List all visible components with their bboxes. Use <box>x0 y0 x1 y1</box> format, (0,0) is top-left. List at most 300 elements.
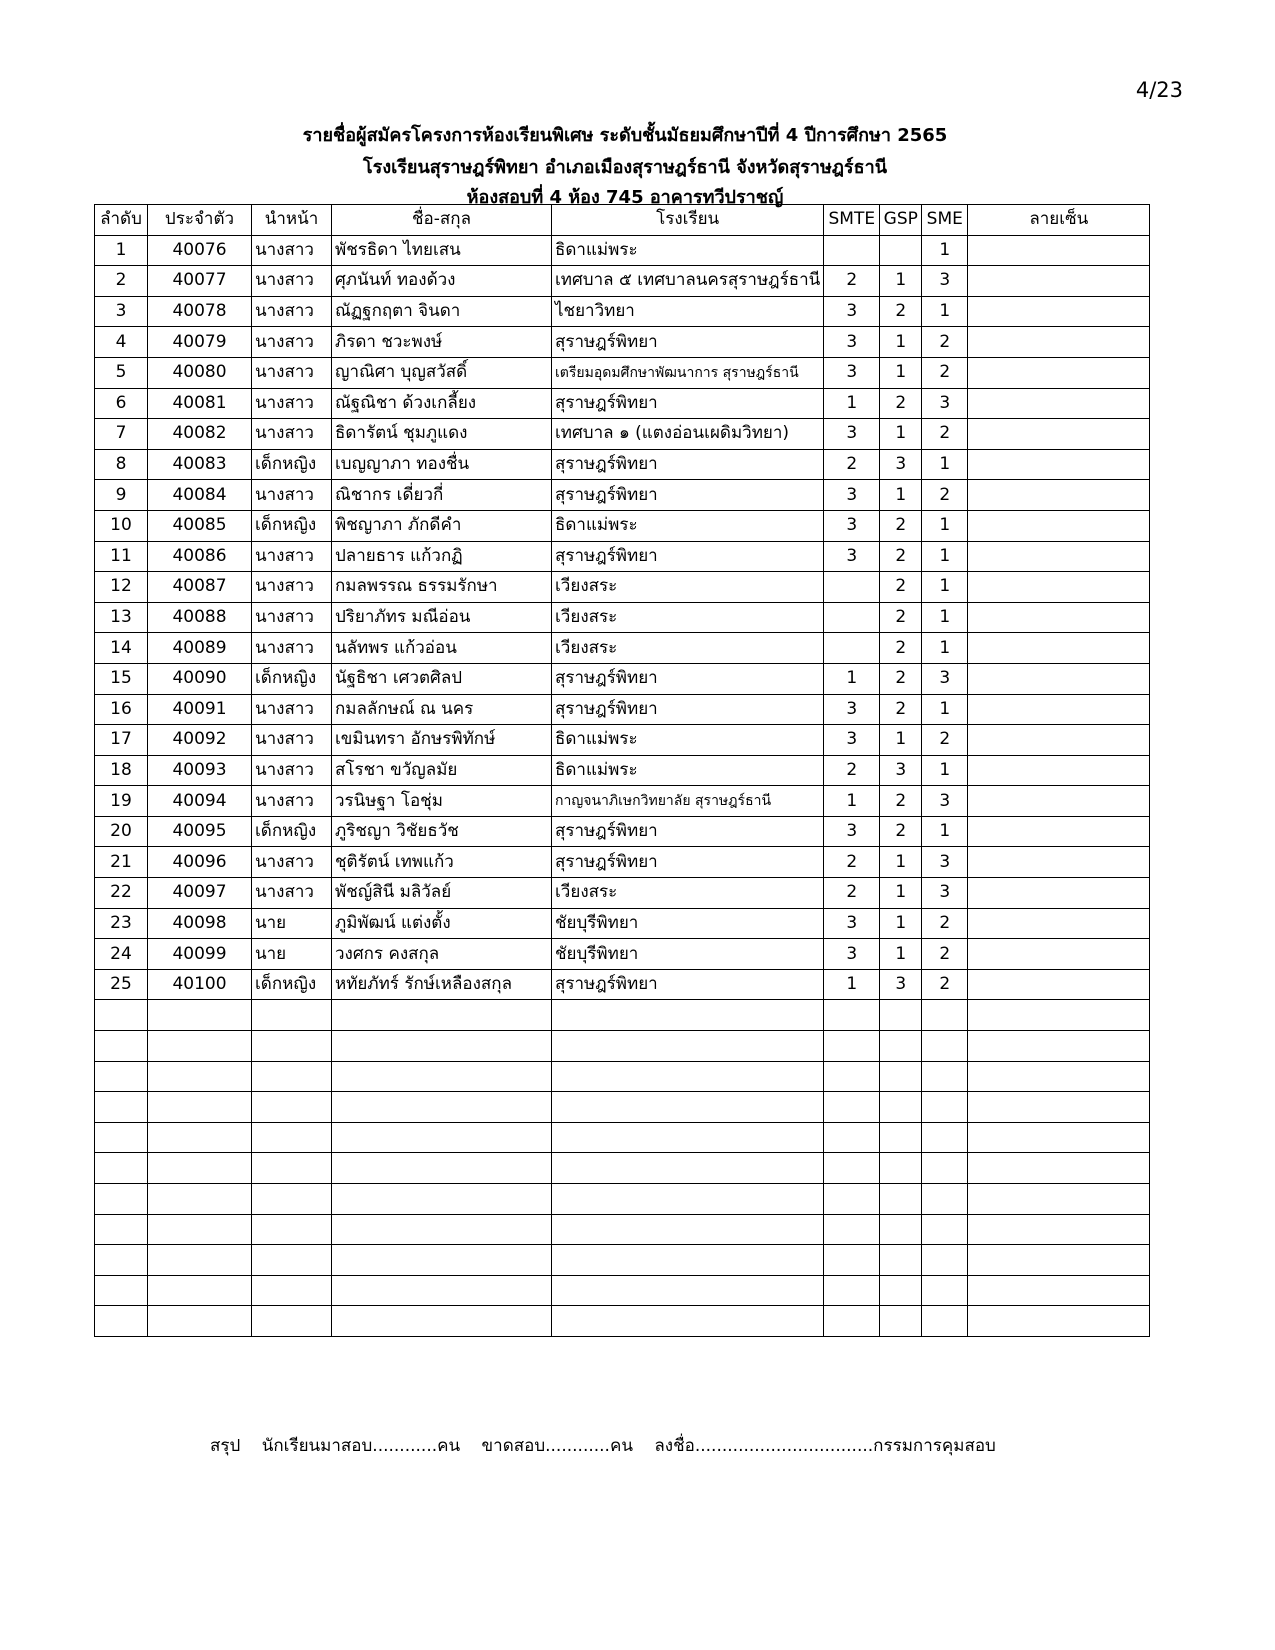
empty-cell <box>148 1153 252 1184</box>
empty-cell <box>148 1214 252 1245</box>
cell-signature <box>968 327 1150 358</box>
table-row <box>95 388 1150 419</box>
cell-prefix: นางสาว <box>252 327 332 358</box>
empty-cell <box>968 1153 1150 1184</box>
cell-seq: 2 <box>95 266 148 297</box>
cell-smte <box>824 602 880 633</box>
cell-sme: 1 <box>922 541 968 572</box>
cell-sme: 1 <box>922 816 968 847</box>
cell-sme: 3 <box>922 266 968 297</box>
cell-prefix: เด็กหญิง <box>252 449 332 480</box>
cell-id: 40088 <box>148 602 252 633</box>
cell-smte: 2 <box>824 847 880 878</box>
empty-cell <box>922 1153 968 1184</box>
header-prefix: นำหน้า <box>252 205 332 236</box>
cell-seq: 18 <box>95 755 148 786</box>
cell-sme: 3 <box>922 388 968 419</box>
cell-sme: 3 <box>922 878 968 909</box>
cell-prefix: นางสาว <box>252 357 332 388</box>
cell-gsp: 1 <box>880 327 922 358</box>
empty-cell <box>552 1153 824 1184</box>
header-gsp: GSP <box>880 205 922 236</box>
empty-cell <box>880 1214 922 1245</box>
cell-school: สุราษฎร์พิทยา <box>552 480 824 511</box>
empty-row <box>95 1153 1150 1184</box>
empty-row <box>95 1275 1150 1306</box>
cell-school: เทศบาล ๑ (แตงอ่อนเผดิมวิทยา) <box>552 419 824 450</box>
empty-cell <box>880 1000 922 1031</box>
cell-sme: 2 <box>922 969 968 1000</box>
empty-cell <box>332 1153 552 1184</box>
cell-gsp: 2 <box>880 786 922 817</box>
school-line: โรงเรียนสุราษฎร์พิทยา อำเภอเมืองสุราษฎร์ธานี จังหวัดสุราษฎร์ธานี <box>362 157 887 178</box>
cell-signature <box>968 878 1150 909</box>
cell-id: 40086 <box>148 541 252 572</box>
cell-seq: 12 <box>95 572 148 603</box>
cell-sme: 2 <box>922 357 968 388</box>
cell-smte: 3 <box>824 510 880 541</box>
cell-seq: 7 <box>95 419 148 450</box>
table-row <box>95 633 1150 664</box>
empty-cell <box>252 1061 332 1092</box>
cell-school: ชัยบุรีพิทยา <box>552 939 824 970</box>
cell-name: ธิดารัตน์ ชุมภูแดง <box>332 419 552 450</box>
cell-gsp: 2 <box>880 388 922 419</box>
table-row <box>95 541 1150 572</box>
cell-name: ภูมิพัฒน์ แต่งตั้ง <box>332 908 552 939</box>
cell-signature <box>968 725 1150 756</box>
cell-name: นัฐธิชา เศวตศิลป <box>332 663 552 694</box>
cell-sme: 1 <box>922 296 968 327</box>
cell-id: 40080 <box>148 357 252 388</box>
roster-table <box>94 204 1150 1337</box>
cell-seq: 24 <box>95 939 148 970</box>
header-name: ชื่อ-สกุล <box>332 205 552 236</box>
cell-signature <box>968 235 1150 266</box>
empty-cell <box>968 1122 1150 1153</box>
cell-name: สโรชา ขวัญลมัย <box>332 755 552 786</box>
cell-name: ณัฐณิชา ด้วงเกลี้ยง <box>332 388 552 419</box>
empty-cell <box>922 1306 968 1337</box>
empty-cell <box>148 1184 252 1215</box>
empty-cell <box>552 1031 824 1062</box>
cell-smte: 3 <box>824 327 880 358</box>
cell-seq: 13 <box>95 602 148 633</box>
cell-prefix: นางสาว <box>252 235 332 266</box>
exam-room-line: ห้องสอบที่ 4 ห้อง 745 อาคารทวีปราชญ์ <box>466 187 784 208</box>
empty-cell <box>880 1184 922 1215</box>
empty-cell <box>332 1000 552 1031</box>
cell-sme: 2 <box>922 480 968 511</box>
table-row <box>95 602 1150 633</box>
empty-cell <box>252 1275 332 1306</box>
empty-row <box>95 1031 1150 1062</box>
cell-id: 40090 <box>148 663 252 694</box>
empty-cell <box>922 1092 968 1123</box>
cell-school: สุราษฎร์พิทยา <box>552 663 824 694</box>
empty-cell <box>252 1092 332 1123</box>
empty-row <box>95 1122 1150 1153</box>
cell-school: เวียงสระ <box>552 602 824 633</box>
cell-signature <box>968 663 1150 694</box>
empty-row <box>95 1214 1150 1245</box>
cell-sme: 1 <box>922 633 968 664</box>
empty-cell <box>880 1306 922 1337</box>
cell-id: 40083 <box>148 449 252 480</box>
cell-seq: 11 <box>95 541 148 572</box>
empty-cell <box>552 1275 824 1306</box>
cell-school: สุราษฎร์พิทยา <box>552 449 824 480</box>
table-row <box>95 816 1150 847</box>
cell-seq: 15 <box>95 663 148 694</box>
cell-sme: 3 <box>922 663 968 694</box>
cell-id: 40100 <box>148 969 252 1000</box>
cell-gsp <box>880 235 922 266</box>
empty-cell <box>252 1306 332 1337</box>
cell-prefix: นาย <box>252 908 332 939</box>
empty-cell <box>95 1031 148 1062</box>
cell-signature <box>968 694 1150 725</box>
cell-gsp: 2 <box>880 510 922 541</box>
cell-prefix: นางสาว <box>252 419 332 450</box>
empty-row <box>95 1000 1150 1031</box>
header-id: ประจำตัว <box>148 205 252 236</box>
empty-cell <box>880 1153 922 1184</box>
table-row <box>95 449 1150 480</box>
cell-signature <box>968 449 1150 480</box>
cell-seq: 21 <box>95 847 148 878</box>
empty-cell <box>252 1245 332 1276</box>
cell-gsp: 1 <box>880 266 922 297</box>
cell-sme: 1 <box>922 694 968 725</box>
cell-seq: 22 <box>95 878 148 909</box>
cell-seq: 16 <box>95 694 148 725</box>
cell-name: เขมินทรา อักษรพิทักษ์ <box>332 725 552 756</box>
cell-seq: 17 <box>95 725 148 756</box>
empty-cell <box>95 1184 148 1215</box>
table-row <box>95 357 1150 388</box>
cell-name: ภิรดา ชวะพงษ์ <box>332 327 552 358</box>
empty-cell <box>824 1184 880 1215</box>
cell-school: สุราษฎร์พิทยา <box>552 541 824 572</box>
empty-cell <box>252 1000 332 1031</box>
empty-cell <box>880 1061 922 1092</box>
cell-id: 40077 <box>148 266 252 297</box>
empty-cell <box>552 1122 824 1153</box>
cell-id: 40099 <box>148 939 252 970</box>
cell-smte: 2 <box>824 755 880 786</box>
cell-name: กมลพรรณ ธรรมรักษา <box>332 572 552 603</box>
cell-prefix: นางสาว <box>252 725 332 756</box>
cell-gsp: 3 <box>880 969 922 1000</box>
cell-signature <box>968 755 1150 786</box>
cell-seq: 8 <box>95 449 148 480</box>
cell-smte: 1 <box>824 663 880 694</box>
cell-seq: 20 <box>95 816 148 847</box>
cell-school: เวียงสระ <box>552 878 824 909</box>
cell-sme: 3 <box>922 786 968 817</box>
empty-cell <box>148 1092 252 1123</box>
cell-seq: 23 <box>95 908 148 939</box>
empty-cell <box>252 1122 332 1153</box>
cell-id: 40085 <box>148 510 252 541</box>
empty-row <box>95 1092 1150 1123</box>
empty-cell <box>824 1275 880 1306</box>
cell-school: กาญจนาภิเษกวิทยาลัย สุราษฎร์ธานี <box>552 786 824 817</box>
table-row <box>95 878 1150 909</box>
summary-label: สรุป <box>210 1436 241 1456</box>
cell-seq: 19 <box>95 786 148 817</box>
table-row <box>95 327 1150 358</box>
cell-smte <box>824 572 880 603</box>
header-row <box>95 205 1150 236</box>
cell-gsp: 2 <box>880 296 922 327</box>
cell-school: สุราษฎร์พิทยา <box>552 694 824 725</box>
cell-seq: 14 <box>95 633 148 664</box>
empty-cell <box>824 1122 880 1153</box>
empty-cell <box>252 1153 332 1184</box>
table-row <box>95 908 1150 939</box>
empty-cell <box>95 1245 148 1276</box>
empty-cell <box>332 1214 552 1245</box>
document-title: รายชื่อผู้สมัครโครงการห้องเรียนพิเศษ ระดับชั้นมัธยมศึกษาปีที่ 4 ปีการศึกษา 2565 <box>302 125 948 146</box>
empty-cell <box>968 1214 1150 1245</box>
cell-school: ไชยาวิทยา <box>552 296 824 327</box>
cell-prefix: นาย <box>252 939 332 970</box>
cell-name: กมลลักษณ์ ณ นคร <box>332 694 552 725</box>
cell-signature <box>968 541 1150 572</box>
cell-signature <box>968 419 1150 450</box>
empty-cell <box>148 1306 252 1337</box>
empty-cell <box>148 1122 252 1153</box>
cell-signature <box>968 602 1150 633</box>
cell-school: สุราษฎร์พิทยา <box>552 847 824 878</box>
cell-school: เตรียมอุดมศึกษาพัฒนาการ สุราษฎร์ธานี <box>552 357 824 388</box>
empty-cell <box>968 1031 1150 1062</box>
cell-id: 40087 <box>148 572 252 603</box>
cell-school: สุราษฎร์พิทยา <box>552 816 824 847</box>
summary-line <box>210 1432 1010 1459</box>
empty-cell <box>968 1061 1150 1092</box>
cell-signature <box>968 510 1150 541</box>
cell-smte <box>824 235 880 266</box>
cell-school: เวียงสระ <box>552 633 824 664</box>
empty-cell <box>552 1061 824 1092</box>
cell-seq: 6 <box>95 388 148 419</box>
cell-id: 40096 <box>148 847 252 878</box>
cell-id: 40093 <box>148 755 252 786</box>
empty-cell <box>824 1031 880 1062</box>
empty-cell <box>95 1122 148 1153</box>
empty-cell <box>95 1092 148 1123</box>
empty-cell <box>332 1275 552 1306</box>
table-row <box>95 663 1150 694</box>
empty-cell <box>968 1092 1150 1123</box>
cell-sme: 1 <box>922 755 968 786</box>
cell-gsp: 1 <box>880 480 922 511</box>
cell-name: ญาณิศา บุญสวัสดิ์ <box>332 357 552 388</box>
empty-cell <box>824 1306 880 1337</box>
cell-prefix: นางสาว <box>252 602 332 633</box>
cell-signature <box>968 480 1150 511</box>
cell-signature <box>968 786 1150 817</box>
empty-cell <box>922 1000 968 1031</box>
cell-id: 40091 <box>148 694 252 725</box>
header-seq: ลำดับ <box>95 205 148 236</box>
table-row <box>95 969 1150 1000</box>
empty-cell <box>332 1184 552 1215</box>
cell-school: ธิดาแม่พระ <box>552 235 824 266</box>
cell-sme: 1 <box>922 602 968 633</box>
cell-signature <box>968 266 1150 297</box>
cell-name: วงศกร คงสกุล <box>332 939 552 970</box>
cell-prefix: เด็กหญิง <box>252 663 332 694</box>
cell-prefix: นางสาว <box>252 266 332 297</box>
cell-prefix: นางสาว <box>252 296 332 327</box>
cell-name: พิชญาภา ภักดีคำ <box>332 510 552 541</box>
empty-row <box>95 1061 1150 1092</box>
empty-cell <box>968 1000 1150 1031</box>
header-school: โรงเรียน <box>552 205 824 236</box>
cell-sme: 2 <box>922 725 968 756</box>
cell-seq: 3 <box>95 296 148 327</box>
cell-school: ชัยบุรีพิทยา <box>552 908 824 939</box>
cell-school: สุราษฎร์พิทยา <box>552 327 824 358</box>
cell-name: ปลายธาร แก้วกฏิ <box>332 541 552 572</box>
empty-cell <box>824 1245 880 1276</box>
cell-smte: 2 <box>824 878 880 909</box>
empty-cell <box>95 1061 148 1092</box>
table-row <box>95 694 1150 725</box>
cell-smte: 3 <box>824 357 880 388</box>
table-row <box>95 296 1150 327</box>
cell-prefix: นางสาว <box>252 480 332 511</box>
cell-sme: 2 <box>922 419 968 450</box>
empty-cell <box>922 1214 968 1245</box>
table-row <box>95 847 1150 878</box>
table-row <box>95 510 1150 541</box>
empty-cell <box>332 1092 552 1123</box>
cell-signature <box>968 388 1150 419</box>
cell-id: 40097 <box>148 878 252 909</box>
empty-cell <box>252 1214 332 1245</box>
empty-cell <box>880 1275 922 1306</box>
empty-cell <box>252 1184 332 1215</box>
cell-smte: 1 <box>824 786 880 817</box>
cell-gsp: 1 <box>880 939 922 970</box>
cell-sme: 1 <box>922 510 968 541</box>
cell-prefix: เด็กหญิง <box>252 510 332 541</box>
empty-cell <box>880 1031 922 1062</box>
empty-cell <box>922 1122 968 1153</box>
cell-gsp: 1 <box>880 725 922 756</box>
empty-cell <box>824 1092 880 1123</box>
cell-prefix: นางสาว <box>252 633 332 664</box>
cell-smte: 2 <box>824 449 880 480</box>
cell-seq: 1 <box>95 235 148 266</box>
cell-sme: 2 <box>922 939 968 970</box>
summary-present: นักเรียนมาสอบ............คน <box>261 1436 461 1456</box>
cell-name: นลัทพร แก้วอ่อน <box>332 633 552 664</box>
empty-cell <box>552 1306 824 1337</box>
cell-id: 40082 <box>148 419 252 450</box>
empty-cell <box>922 1275 968 1306</box>
cell-gsp: 1 <box>880 847 922 878</box>
cell-school: สุราษฎร์พิทยา <box>552 388 824 419</box>
cell-school: ธิดาแม่พระ <box>552 755 824 786</box>
empty-cell <box>922 1061 968 1092</box>
summary-signature: ลงชื่อ.................................กรรมการคุมสอบ <box>654 1436 996 1456</box>
empty-cell <box>824 1214 880 1245</box>
cell-smte: 3 <box>824 480 880 511</box>
table-row <box>95 725 1150 756</box>
cell-gsp: 2 <box>880 572 922 603</box>
cell-name: หทัยภัทร์ รักษ์เหลืองสกุล <box>332 969 552 1000</box>
empty-cell <box>552 1245 824 1276</box>
cell-prefix: นางสาว <box>252 786 332 817</box>
empty-cell <box>332 1306 552 1337</box>
table-row <box>95 939 1150 970</box>
cell-smte: 3 <box>824 419 880 450</box>
empty-cell <box>332 1031 552 1062</box>
cell-smte: 2 <box>824 266 880 297</box>
empty-cell <box>968 1306 1150 1337</box>
table-row <box>95 266 1150 297</box>
empty-cell <box>552 1214 824 1245</box>
empty-cell <box>252 1031 332 1062</box>
cell-seq: 9 <box>95 480 148 511</box>
cell-prefix: นางสาว <box>252 541 332 572</box>
cell-sme: 2 <box>922 908 968 939</box>
cell-gsp: 2 <box>880 663 922 694</box>
empty-cell <box>824 1153 880 1184</box>
cell-signature <box>968 847 1150 878</box>
empty-row <box>95 1306 1150 1337</box>
empty-cell <box>95 1214 148 1245</box>
cell-gsp: 1 <box>880 908 922 939</box>
cell-gsp: 3 <box>880 449 922 480</box>
empty-cell <box>922 1031 968 1062</box>
cell-gsp: 1 <box>880 419 922 450</box>
empty-cell <box>824 1000 880 1031</box>
roster-body <box>95 235 1150 1336</box>
empty-cell <box>552 1184 824 1215</box>
cell-signature <box>968 939 1150 970</box>
empty-cell <box>95 1153 148 1184</box>
cell-seq: 25 <box>95 969 148 1000</box>
cell-prefix: เด็กหญิง <box>252 969 332 1000</box>
cell-gsp: 1 <box>880 878 922 909</box>
cell-id: 40076 <box>148 235 252 266</box>
empty-cell <box>552 1000 824 1031</box>
cell-smte: 1 <box>824 388 880 419</box>
empty-cell <box>148 1275 252 1306</box>
table-row <box>95 235 1150 266</box>
empty-row <box>95 1184 1150 1215</box>
cell-signature <box>968 908 1150 939</box>
cell-id: 40084 <box>148 480 252 511</box>
header-sme: SME <box>922 205 968 236</box>
cell-gsp: 2 <box>880 816 922 847</box>
cell-smte: 3 <box>824 541 880 572</box>
empty-cell <box>95 1306 148 1337</box>
cell-name: ศุภนันท์ ทองด้วง <box>332 266 552 297</box>
empty-row <box>95 1245 1150 1276</box>
cell-signature <box>968 816 1150 847</box>
cell-smte: 3 <box>824 816 880 847</box>
cell-seq: 4 <box>95 327 148 358</box>
cell-prefix: นางสาว <box>252 694 332 725</box>
